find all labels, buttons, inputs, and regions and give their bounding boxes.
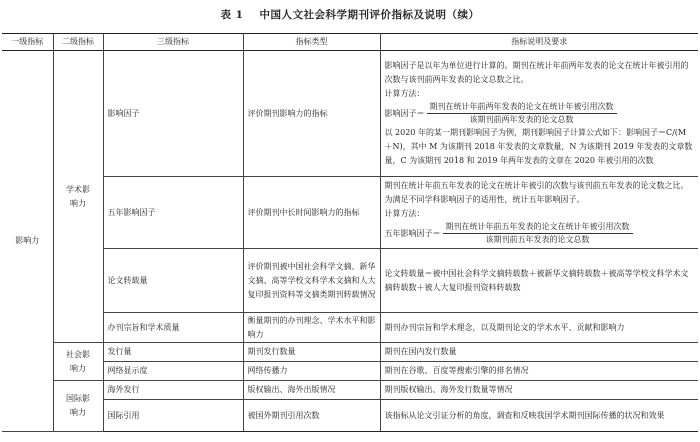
- formula-label: 五年影响因子＝: [384, 228, 441, 238]
- index-name: 论文转载量: [103, 249, 243, 313]
- five-year-formula: [385, 221, 695, 246]
- table-row: [2, 343, 698, 362]
- table-row: [2, 362, 698, 381]
- table-caption: [0, 7, 700, 22]
- index-name: 发行量: [103, 343, 243, 362]
- group-social-label: 社会影响力: [66, 349, 90, 373]
- formula-numerator: 期刊在统计年前五年发表的论文在统计年被引用次数: [443, 221, 633, 234]
- index-name: 影响因子: [103, 51, 243, 177]
- index-description: 该指标从论文引证分析的角度，调查和反映我国学术期刊国际传播的状况和效果: [380, 400, 698, 432]
- table-row: [2, 177, 698, 249]
- index-description: [380, 51, 698, 177]
- index-name: 海外发行: [103, 381, 243, 400]
- index-name: 五年影响因子: [103, 177, 243, 249]
- header-level3: 三级指标: [103, 34, 243, 51]
- index-type: 评价期刊中长时间影响力的指标: [243, 177, 380, 249]
- level1-cell: 影响力: [2, 51, 53, 432]
- formula-fraction: [443, 221, 633, 246]
- group-academic: [53, 51, 103, 343]
- header-level2: 二级指标: [53, 34, 103, 51]
- index-type: 评价期刊被中国社会科学文摘、新华文摘、高等学校文科学术文摘和人大复印报刊资料等文摘类期刊转载情况: [243, 249, 380, 313]
- header-type: 指标类型: [243, 34, 380, 51]
- header-row: [2, 34, 698, 51]
- impact-formula: [385, 101, 695, 126]
- index-name: 网络显示度: [103, 362, 243, 381]
- index-name: 国际引用: [103, 400, 243, 432]
- formula-numerator: 期刊在统计年前两年发表的论文在统计年被引用次数: [427, 101, 617, 114]
- evaluation-index-table: [2, 33, 698, 432]
- table-row: [2, 249, 698, 313]
- index-description: 期刊版权输出、海外发行数量等情况: [380, 381, 698, 400]
- index-type: 衡量期刊的办刊理念、学术水平和影响力: [243, 313, 380, 343]
- index-description: 论文转载量＝被中国社会科学文摘转载数＋被新华文摘转载数＋被高等学校文科学术文摘转载数＋被人大复印报刊资料转载数: [380, 249, 698, 313]
- formula-fraction: [427, 101, 617, 126]
- description-text: 影响因子是以年为单位进行计算的。期刊在统计年前两年发表的论文在统计年被引用的次数与该刊前两年发表的论文总数之比。: [384, 61, 689, 84]
- formula-denominator: 该期刊前五年发表的论文总数: [485, 235, 590, 244]
- formula-denominator: 该期刊前两年发表的论文总数: [469, 115, 574, 124]
- index-type: 网络传播力: [243, 362, 380, 381]
- table-row: [2, 381, 698, 400]
- index-description: 期刊在国内发行数量: [380, 343, 698, 362]
- header-level1: 一级指标: [2, 34, 53, 51]
- group-social: [53, 343, 103, 381]
- formula-label: 影响因子＝: [384, 108, 425, 118]
- calc-label: 计算方法：: [384, 209, 425, 218]
- calc-label: 计算方法：: [384, 89, 425, 98]
- index-description: 期刊在谷歌、百度等搜索引擎的排名情况: [380, 362, 698, 381]
- group-international-label: 国际影响力: [66, 394, 90, 417]
- table-number: 表 1: [220, 9, 244, 21]
- table-title: 中国人文社会科学期刊评价指标及说明（续）: [259, 9, 480, 21]
- index-type: 版权输出、海外出版情况: [243, 381, 380, 400]
- index-type: 期刊发行数量: [243, 343, 380, 362]
- index-description: [380, 177, 698, 249]
- index-description: 期刊办刊宗旨和学术理念，以及期刊论文的学术水平、贡献和影响力: [380, 313, 698, 343]
- description-text: 期刊在统计年前五年发表的论文在统计年被引的次数与该刊前五年发表的论文数之比。为满足不同学科影响因子的适用性，统计五年影响因子。: [384, 181, 689, 204]
- table-row: [2, 313, 698, 343]
- index-type: 评价期刊影响力的指标: [243, 51, 380, 177]
- group-international: [53, 381, 103, 432]
- header-description: 指标说明及要求: [380, 34, 698, 51]
- table-row: [2, 51, 698, 177]
- description-example: 以 2020 年的某一期刊影响因子为例，期刊影响因子计算公式如下：影响因子＝C/(M＋N)，其中 M 为该期刊 2018 年发表的文章数量，N 为该期刊 2019 年发表的文章数量，C 为该期刊 2018 和 2019 年两年发表的文章在 2020 年被引用的次数: [384, 128, 693, 165]
- index-type: 被国外期刊引用次数: [243, 400, 380, 432]
- group-academic-label: 学术影响力: [66, 184, 90, 208]
- table-row: [2, 400, 698, 432]
- index-name: 办刊宗旨和学术质量: [103, 313, 243, 343]
